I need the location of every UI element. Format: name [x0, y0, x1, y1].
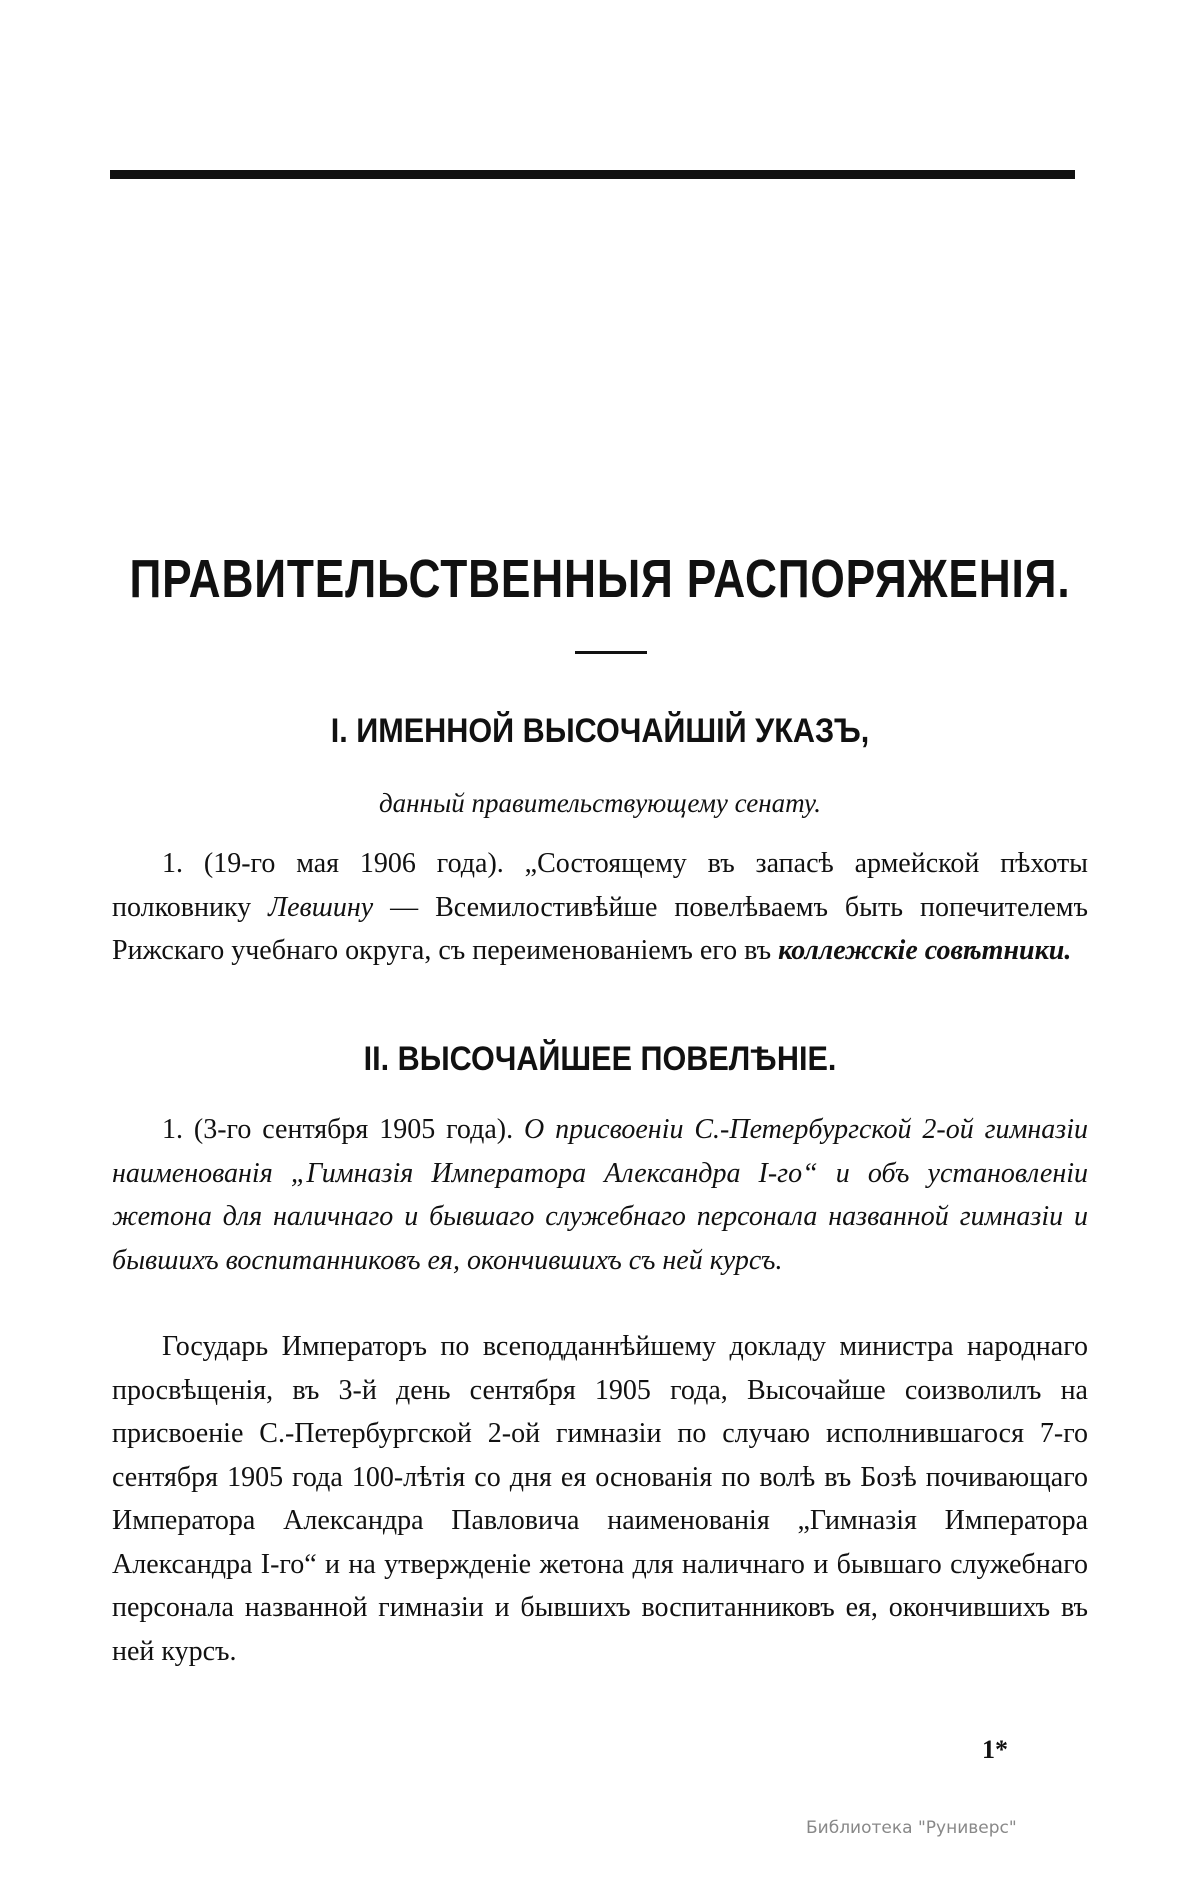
library-watermark: Библиотека "Руниверс" — [806, 1818, 1017, 1838]
section-2-paragraph-1 — [112, 1108, 1088, 1282]
para-text: 1. (19-го мая 1906 года). „Состоящему въ запасѣ армейской пѣхоты полковнику — [112, 848, 1088, 923]
page-title: ПРАВИТЕЛЬСТВЕННЫЯ РАСПОРЯЖЕНІЯ. — [129, 549, 1071, 609]
page-signature: 1* — [982, 1735, 1008, 1764]
section-2-heading: II. ВЫСОЧАЙШЕЕ ПОВЕЛѢНІЕ. — [363, 1040, 837, 1078]
section-1-paragraph — [112, 842, 1088, 973]
section-1-subtitle: данный правительствующему сенату. — [379, 788, 821, 818]
person-name: Левшину — [268, 891, 374, 923]
section-1-heading: I. ИМЕННОЙ ВЫСОЧАЙШІЙ УКАЗЪ, — [330, 712, 870, 750]
section-2-paragraph-2: Государь Императоръ по всеподданнѣйшему докладу министра народнаго просвѣщенія, въ 3-й день сентября 1905 года, Высочайше соизволилъ на присвоеніе С.-Петербургской 2-ой гимназіи по случаю исполнившагося 7-го сентября 1905 года 100-лѣтія со дня ея основанія по волѣ въ Бозѣ почивающаго Императора Александра Павловича наименованія „Гимназія Императора Александра I-го“ и на утвержденіе жетона для наличнаго и бывшаго служебнаго персонала названной гимназіи и бывшихъ воспитанниковъ ея, окончившихъ въ ней курсъ. — [112, 1331, 1088, 1667]
para-italic: О присвоеніи С.-Петербургской 2-ой гимназіи наименованія „Гимназія Императора Александра I-го“ и объ установленіи жетона для наличнаго и бывшаго служебнаго персонала названной гимназіи и бывшихъ воспитанниковъ ея, окончившихъ съ ней курсъ. — [112, 1114, 1089, 1276]
para-text: — Всемилостивѣйше повелѣваемъ быть попечителемъ Рижскаго учебнаго округа, съ переименованіемъ его въ — [112, 891, 1088, 966]
top-rule — [110, 170, 1075, 179]
para-text: 1. (3-го сентября 1905 года). — [162, 1114, 525, 1145]
title-divider — [575, 651, 647, 654]
rank-text: коллежскіе совѣтники. — [778, 935, 1072, 966]
